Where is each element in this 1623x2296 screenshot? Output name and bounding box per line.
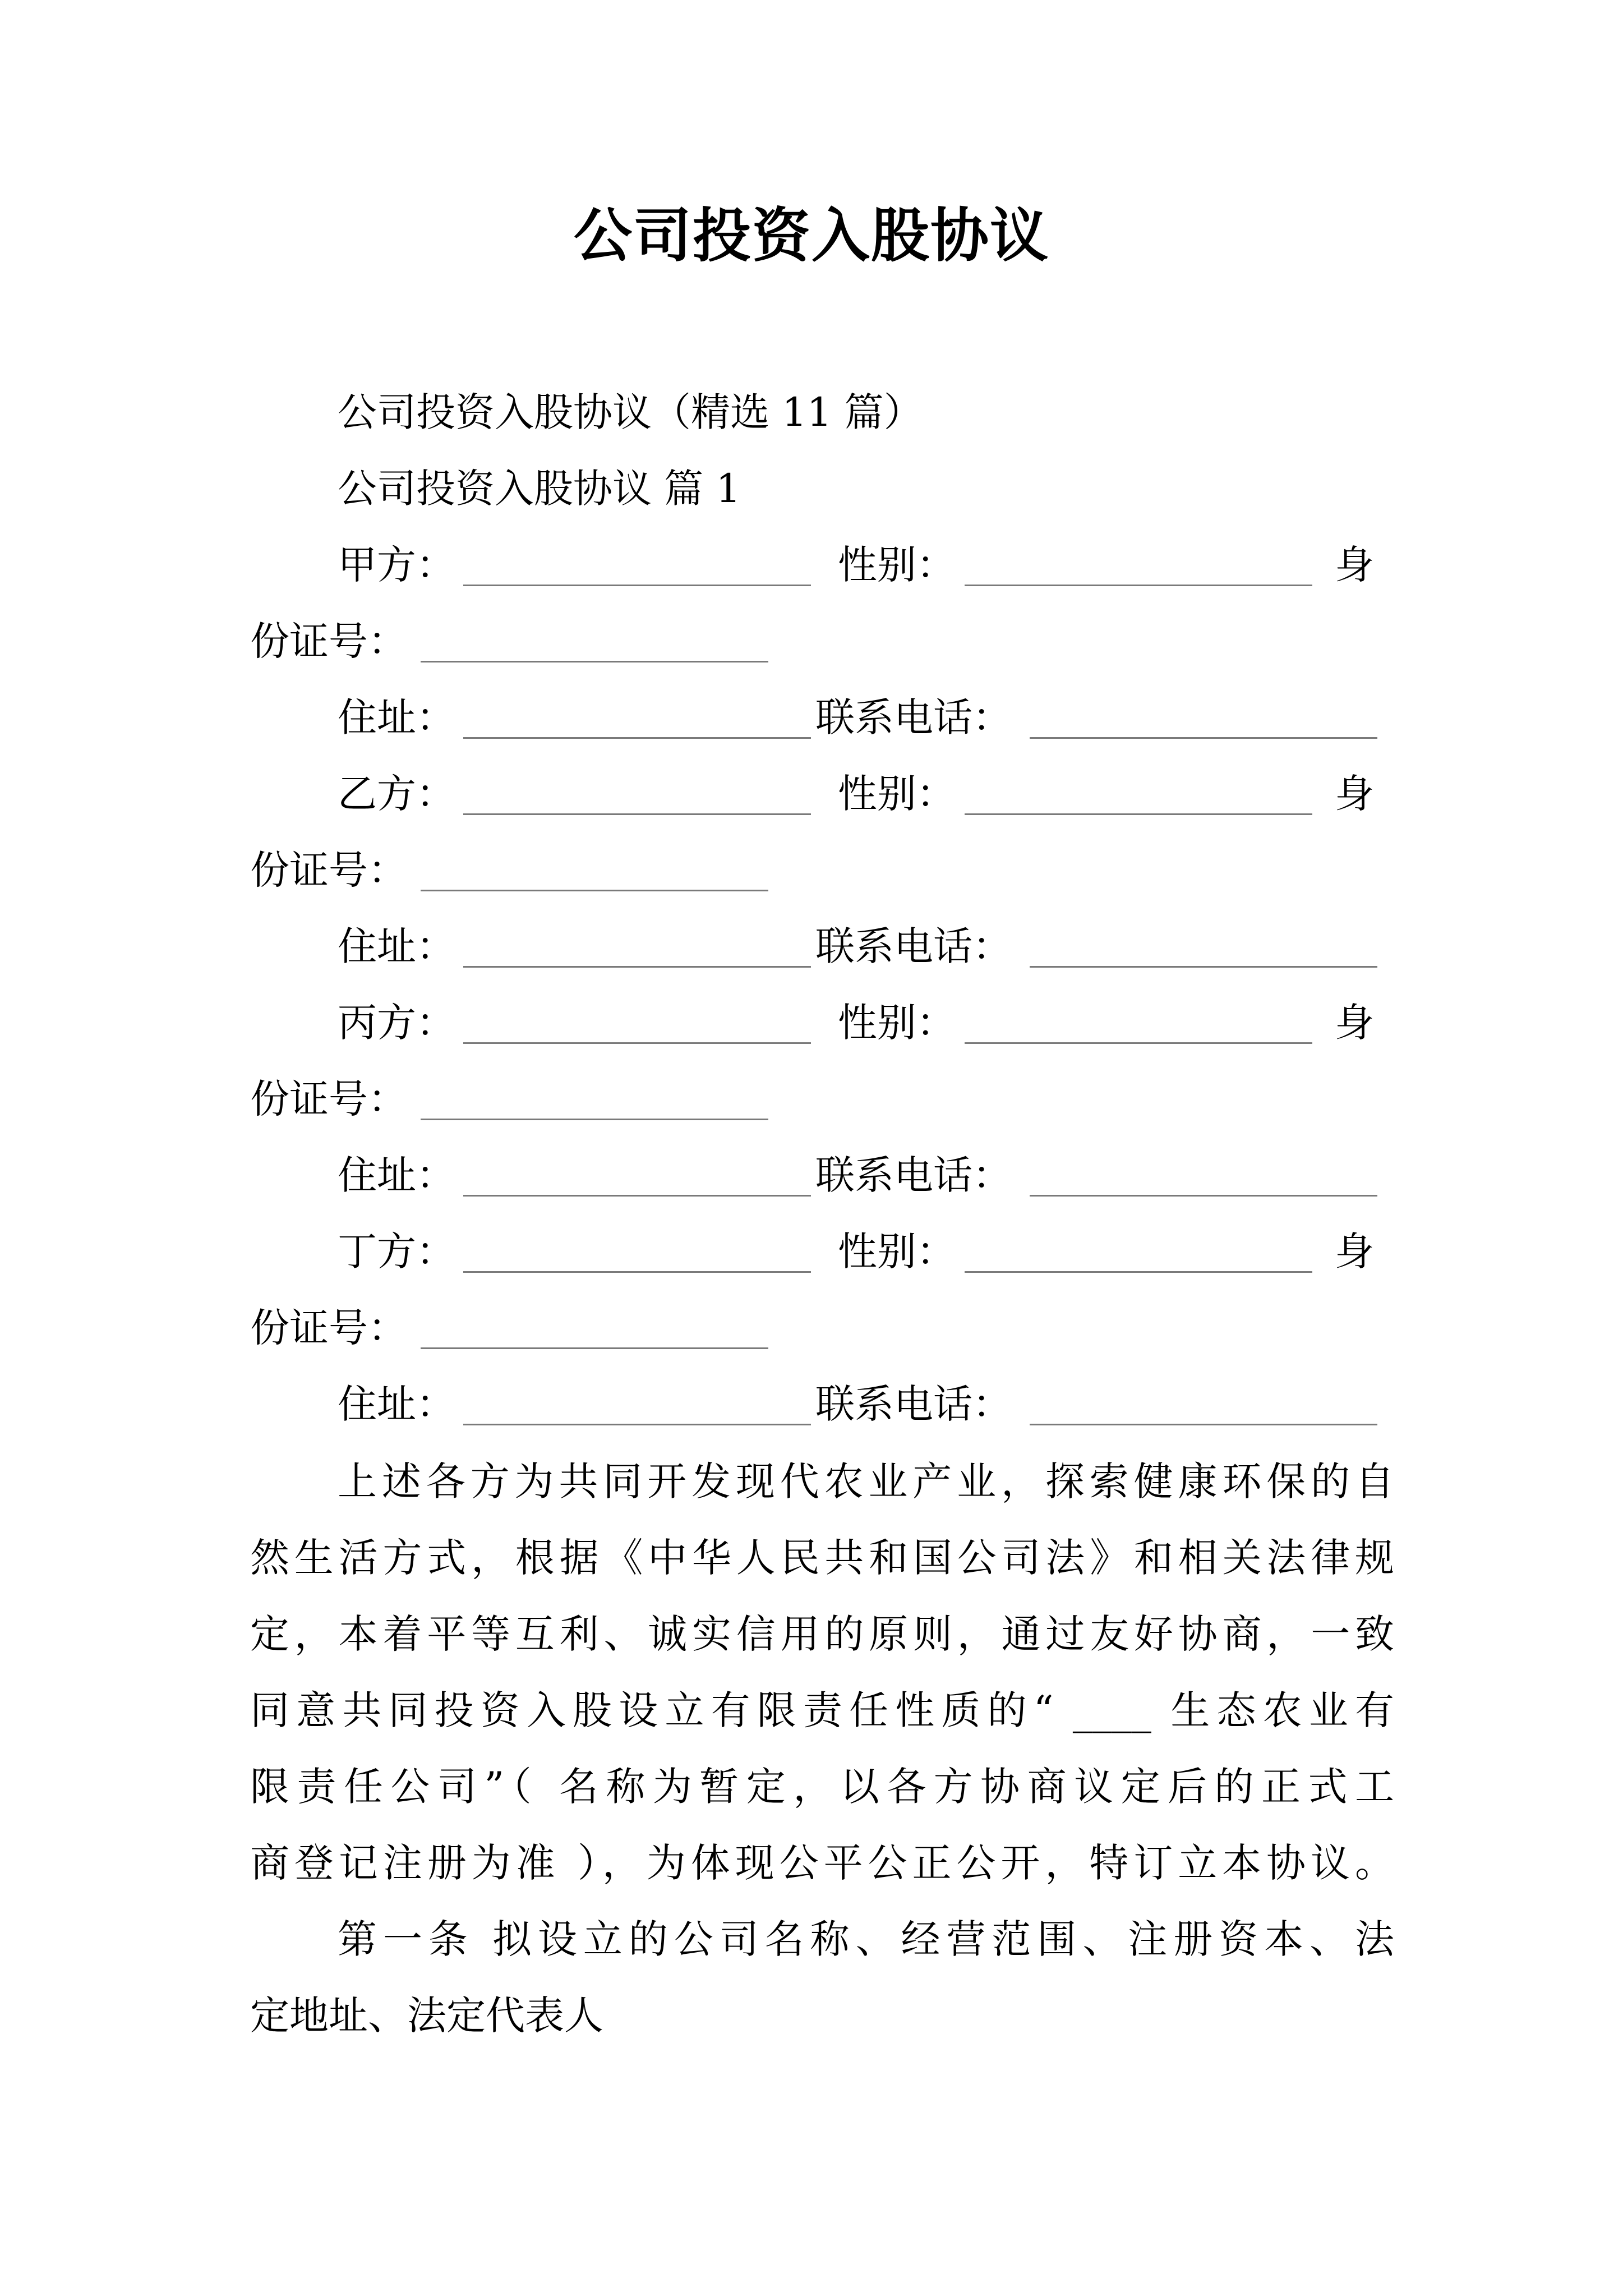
party-b-gender-blank: [965, 813, 1312, 815]
party-d-label: 丁方：: [338, 1228, 455, 1274]
body-line: 然生活方式，根据《中华人民共和国公司法》和相关法律规: [250, 1535, 1394, 1581]
party-c-address-blank: [463, 1195, 811, 1197]
article-1-heading: 第一条 拟设立的公司名称、经营范围、注册资本、法: [338, 1916, 1394, 1962]
party-b-id-blank: [421, 890, 768, 891]
document-title: 公司投资入股协议: [573, 201, 1049, 270]
party-a-gender-label: 性别：: [838, 542, 956, 588]
party-c-label: 丙方：: [338, 1000, 455, 1046]
party-a-phone-label: 联系电话：: [815, 694, 1012, 740]
party-d-name-blank: [463, 1271, 811, 1273]
party-c-id-label-head: 身: [1335, 1000, 1374, 1046]
party-b-address-blank: [463, 966, 811, 968]
party-d-gender-blank: [965, 1271, 1312, 1273]
party-c-id-blank: [421, 1119, 768, 1120]
party-c-phone-blank: [1030, 1195, 1377, 1197]
party-b-id-label: 份证号：: [250, 847, 407, 893]
party-d-id-blank: [421, 1347, 768, 1349]
party-b-name-blank: [463, 813, 811, 815]
body-line: 定，本着平等互利、诚实信用的原则，通过友好协商，一致: [250, 1611, 1394, 1657]
party-b-phone-blank: [1030, 966, 1377, 968]
party-d-id-label: 份证号：: [250, 1305, 407, 1351]
party-d-phone-blank: [1030, 1424, 1377, 1425]
party-c-gender-blank: [965, 1042, 1312, 1044]
party-a-id-blank: [421, 661, 768, 662]
party-a-label: 甲方：: [338, 542, 455, 588]
body-line: 商登记注册为准 ），为体现公平公正公开，特订立本协议。: [250, 1840, 1394, 1886]
party-c-id-label: 份证号：: [250, 1076, 407, 1122]
party-c-gender-label: 性别：: [838, 1000, 956, 1046]
party-c-phone-label: 联系电话：: [815, 1152, 1012, 1198]
party-a-phone-blank: [1030, 737, 1377, 739]
party-d-phone-label: 联系电话：: [815, 1381, 1012, 1427]
party-d-address-label: 住址：: [338, 1381, 455, 1427]
party-b-gender-label: 性别：: [838, 771, 956, 817]
party-a-name-blank: [463, 585, 811, 586]
party-a-id-label: 份证号：: [250, 618, 407, 664]
party-a-gender-blank: [965, 585, 1312, 586]
party-b-phone-label: 联系电话：: [815, 923, 1012, 969]
subtitle: 公司投资入股协议（精选 11 篇）: [338, 389, 923, 435]
party-d-address-blank: [463, 1424, 811, 1425]
body-line: 上述各方为共同开发现代农业产业，探索健康环保的自: [338, 1458, 1394, 1504]
party-c-address-label: 住址：: [338, 1152, 455, 1198]
party-b-id-label-head: 身: [1335, 771, 1374, 817]
body-line: 同意共同投资入股设立有限责任性质的“ ____ 生态农业有: [250, 1687, 1394, 1733]
party-a-address-label: 住址：: [338, 694, 455, 740]
body-line: 限责任公司”（ 名称为暂定，以各方协商议定后的正式工: [250, 1764, 1394, 1810]
party-b-label: 乙方：: [338, 771, 455, 817]
party-d-id-label-head: 身: [1335, 1228, 1374, 1274]
party-c-name-blank: [463, 1042, 811, 1044]
party-a-address-blank: [463, 737, 811, 739]
party-d-gender-label: 性别：: [838, 1228, 956, 1274]
party-a-id-label-head: 身: [1335, 542, 1374, 588]
chapter-heading: 公司投资入股协议 篇 1: [338, 466, 741, 512]
article-1-heading-cont: 定地址、法定代表人: [250, 1993, 603, 2039]
party-b-address-label: 住址：: [338, 923, 455, 969]
